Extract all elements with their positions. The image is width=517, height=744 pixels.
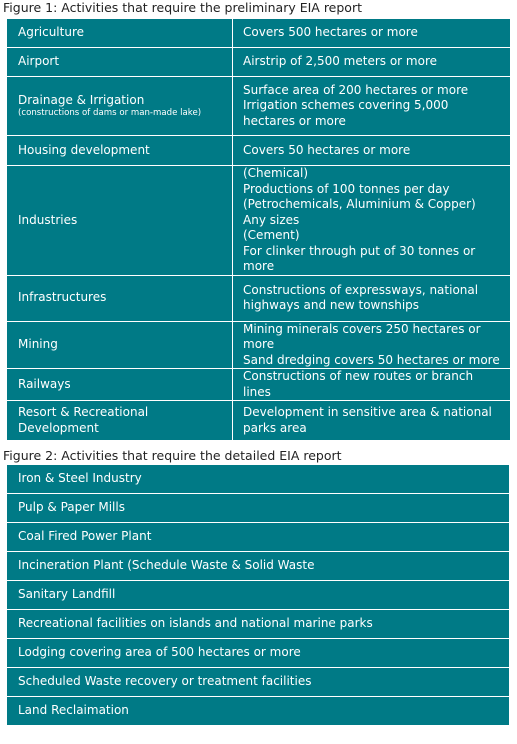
criteria-line: Covers 50 hectares or more <box>243 142 411 157</box>
table-row <box>7 465 510 494</box>
table-row <box>7 552 510 581</box>
table-row <box>7 523 510 552</box>
criteria-cell <box>233 19 511 48</box>
detailed-eia-table <box>6 464 510 726</box>
table-row <box>7 494 510 523</box>
activity-cell: Recreational facilities on islands and national marine parks <box>7 610 510 639</box>
table-row <box>7 19 511 48</box>
criteria-cell <box>233 321 511 369</box>
table-row <box>7 401 511 441</box>
table-row <box>7 369 511 401</box>
table-row <box>7 610 510 639</box>
criteria-cell <box>233 48 511 77</box>
criteria-line: parks area <box>243 420 307 435</box>
activity-cell: Railways <box>7 369 233 401</box>
criteria-line: Constructions of expressways, national <box>243 282 479 297</box>
criteria-line: Mining minerals covers 250 hectares or more <box>243 321 481 351</box>
activity-label: Drainage & Irrigation <box>18 92 145 107</box>
activity-cell: Lodging covering area of 500 hectares or more <box>7 639 510 668</box>
activity-cell: Pulp & Paper Mills <box>7 494 510 523</box>
criteria-line: Any sizes <box>243 212 300 227</box>
criteria-cell <box>233 136 511 166</box>
criteria-cell <box>233 77 511 136</box>
activity-cell: Coal Fired Power Plant <box>7 523 510 552</box>
criteria-line: (Petrochemicals, Aluminium & Copper) <box>243 197 476 211</box>
table-row <box>7 697 510 726</box>
activity-cell: Infrastructures <box>7 275 233 321</box>
activity-cell: Incineration Plant (Schedule Waste & Solid Waste <box>7 552 510 581</box>
criteria-line: Productions of 100 tonnes per day <box>243 181 450 196</box>
criteria-line: hectares or more <box>243 113 346 128</box>
activity-note: (constructions of dams or man-made lake) <box>18 108 202 119</box>
activity-cell: Mining <box>7 321 233 369</box>
criteria-cell <box>233 369 511 401</box>
criteria-line: (Chemical) <box>243 166 309 180</box>
activity-cell <box>7 77 233 136</box>
criteria-line: Surface area of 200 hectares or more <box>243 82 469 97</box>
criteria-cell <box>233 401 511 441</box>
activity-cell: Sanitary Landfill <box>7 581 510 610</box>
activity-cell: Land Reclaimation <box>7 697 510 726</box>
activity-cell: Housing development <box>7 136 233 166</box>
criteria-line: Airstrip of 2,500 meters or more <box>243 54 438 69</box>
table-row <box>7 581 510 610</box>
activity-cell: Airport <box>7 48 233 77</box>
criteria-line: Constructions of new routes or branch lines <box>243 369 474 399</box>
table-row <box>7 77 511 136</box>
activity-cell: Resort & Recreational Development <box>7 401 233 441</box>
table-row <box>7 166 511 276</box>
criteria-line: Development in sensitive area & national <box>243 405 492 419</box>
criteria-line: Irrigation schemes covering 5,000 <box>243 98 449 113</box>
activity-cell: Iron & Steel Industry <box>7 465 510 494</box>
figure-2-caption: Figure 2: Activities that require the detailed EIA report <box>3 448 342 463</box>
activity-cell: Agriculture <box>7 19 233 48</box>
table-row <box>7 275 511 321</box>
activity-cell: Scheduled Waste recovery or treatment facilities <box>7 668 510 697</box>
criteria-line: Covers 500 hectares or more <box>243 25 418 40</box>
criteria-line: highways and new townships <box>243 298 420 312</box>
preliminary-eia-table <box>6 18 511 441</box>
table-row <box>7 48 511 77</box>
criteria-line: For clinker through put of 30 tonnes or more <box>243 243 476 273</box>
table-row <box>7 321 511 369</box>
table-row <box>7 668 510 697</box>
table-row <box>7 639 510 668</box>
figure-1-caption: Figure 1: Activities that require the preliminary EIA report <box>3 0 362 15</box>
criteria-cell <box>233 275 511 321</box>
criteria-line: (Cement) <box>243 228 300 242</box>
criteria-cell <box>233 166 511 276</box>
criteria-line: Sand dredging covers 50 hectares or more <box>243 352 500 367</box>
activity-cell: Industries <box>7 166 233 276</box>
table-row <box>7 136 511 166</box>
